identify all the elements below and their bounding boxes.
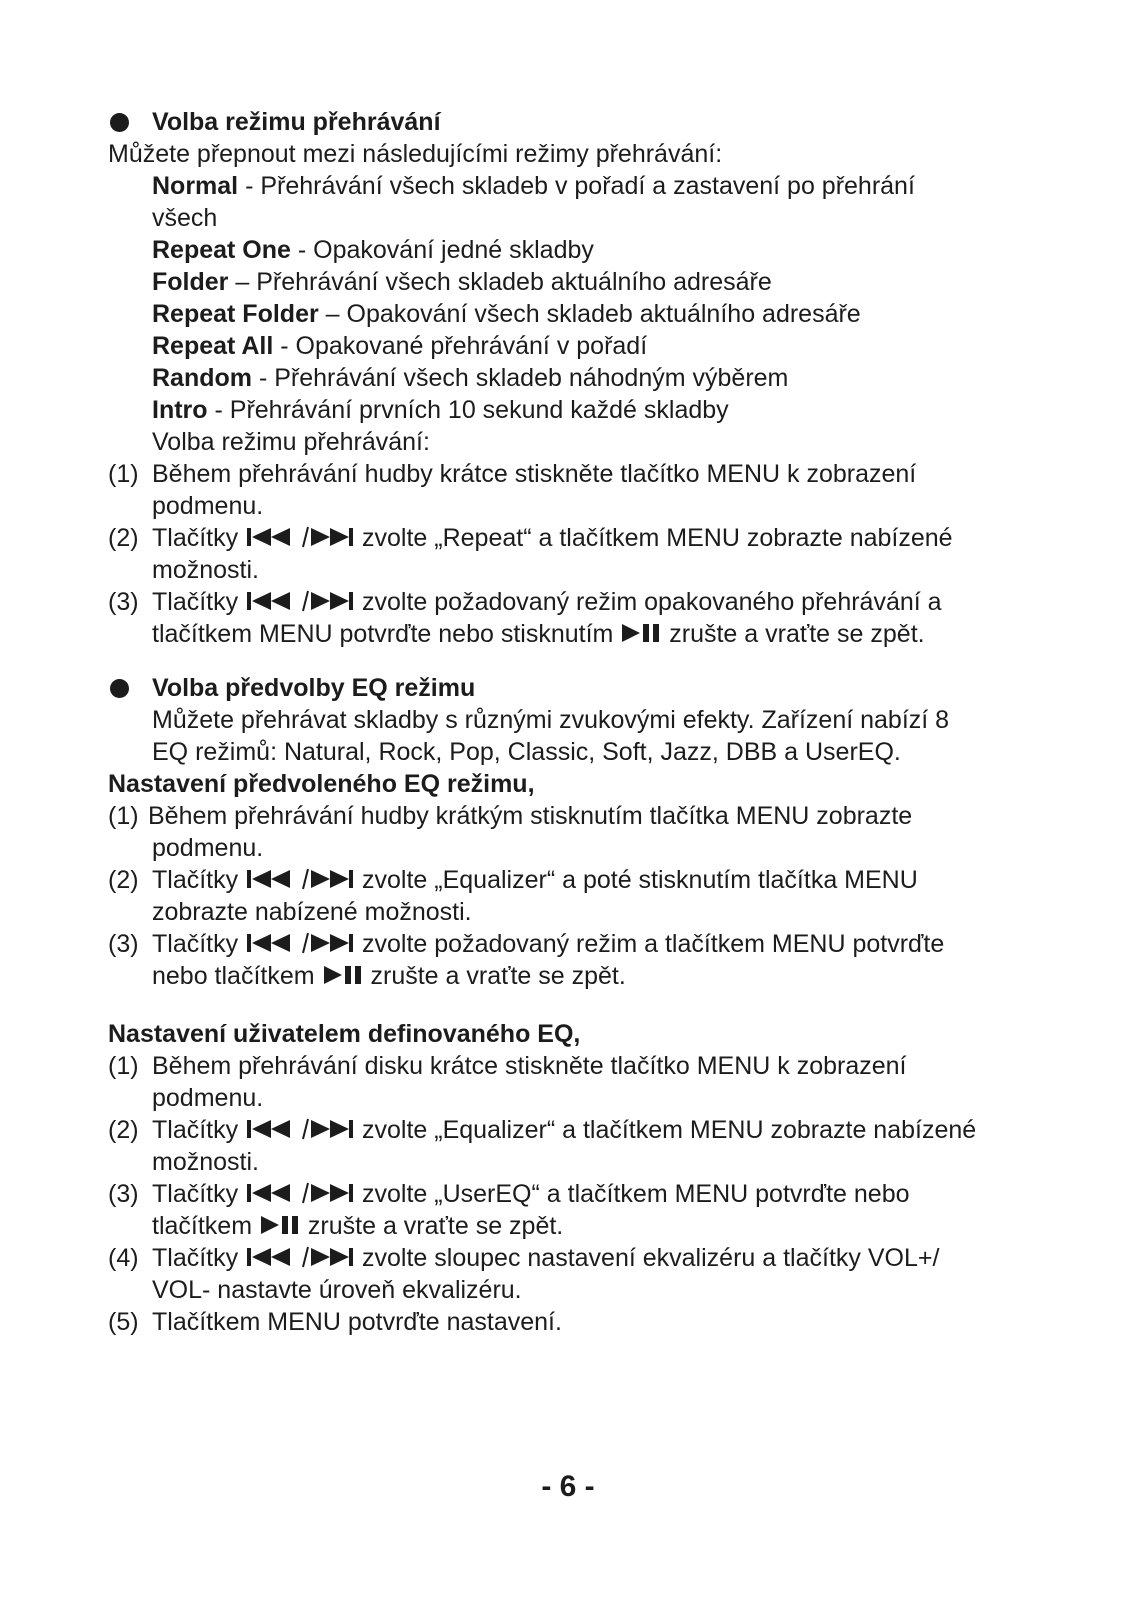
mode-line [152, 234, 594, 266]
step-prefix: Tlačítky [152, 1244, 239, 1272]
step-text [152, 928, 944, 960]
mode-line [152, 170, 915, 202]
step-text: Během přehrávání hudby krátkým stisknutím tlačítka MENU zobrazte [148, 802, 913, 830]
step-text: Během přehrávání disku krátce stiskněte tlačítko MENU k zobrazení [152, 1052, 907, 1080]
step-text [152, 1114, 976, 1146]
prev-next-icon [245, 932, 355, 954]
step-number: (4) [108, 1244, 139, 1272]
step-text: zobrazte nabízené možnosti. [152, 898, 472, 926]
mode-desc: - Přehrávání prvních 10 sekund každé skladby [207, 396, 729, 424]
mode-line [152, 202, 217, 234]
step-number: (3) [108, 1180, 139, 1208]
step-text-rest: zvolte „Equalizer“ a tlačítkem MENU zobrazte nabízené [355, 1116, 977, 1144]
mode-name: Repeat All [152, 332, 274, 360]
step-text [152, 586, 942, 618]
prev-next-icon [245, 526, 355, 548]
step-text: Tlačítkem MENU potvrďte nastavení. [152, 1308, 562, 1336]
mode-name: Repeat One [152, 236, 291, 264]
step-number: (1) [108, 1052, 139, 1080]
step-prefix: Tlačítky [152, 930, 239, 958]
step-text [152, 522, 953, 554]
mode-desc: – Přehrávání všech skladeb aktuálního adresáře [228, 268, 772, 296]
prev-next-icon [245, 868, 355, 890]
step-text [152, 1242, 939, 1274]
section-heading: Volba předvolby EQ režimu [152, 674, 476, 702]
step-text-rest: zvolte sloupec nastavení ekvalizéru a tlačítky VOL+/ [355, 1244, 940, 1272]
step-text [152, 960, 626, 992]
paragraph-text: EQ režimů: Natural, Rock, Pop, Classic, Soft, Jazz, DBB a UserEQ. [152, 738, 901, 766]
step-number: (1) [108, 802, 139, 830]
prev-next-icon [245, 1246, 355, 1268]
mode-name: Repeat Folder [152, 300, 319, 328]
mode-line [152, 266, 772, 298]
step-text-rest: zvolte „UserEQ“ a tlačítkem MENU potvrďte nebo [355, 1180, 910, 1208]
step-text-b: zrušte a vraťte se zpět. [300, 1212, 564, 1240]
step-text-a: tlačítkem [152, 1212, 253, 1240]
step-text-rest: zvolte požadovaný režim opakovaného přehrávání a [355, 588, 942, 616]
step-text: VOL- nastavte úroveň ekvalizéru. [152, 1276, 522, 1304]
mode-desc: - Přehrávání všech skladeb v pořadí a zastavení po přehrání [238, 172, 915, 200]
step-text: podmenu. [152, 834, 264, 862]
prev-next-icon [245, 590, 355, 612]
play-pause-icon [322, 964, 364, 986]
step-text: podmenu. [152, 1084, 264, 1112]
bullet-icon [110, 113, 129, 132]
step-number: (2) [108, 1116, 139, 1144]
step-prefix: Tlačítky [152, 524, 239, 552]
step-number: (5) [108, 1308, 139, 1336]
step-prefix: Tlačítky [152, 588, 239, 616]
step-text: možnosti. [152, 556, 259, 584]
mode-name: Folder [152, 268, 229, 296]
play-pause-icon [620, 622, 662, 644]
section-heading: Volba režimu přehrávání [152, 108, 441, 136]
prev-next-icon [245, 1118, 355, 1140]
mode-desc: - Přehrávání všech skladeb náhodným výběrem [252, 364, 789, 392]
step-prefix: Tlačítky [152, 1116, 239, 1144]
step-number: (3) [108, 588, 139, 616]
mode-desc: – Opakování všech skladeb aktuálního adresáře [318, 300, 861, 328]
mode-desc: - Opakované přehrávání v pořadí [273, 332, 648, 360]
sub-text: Volba režimu přehrávání: [152, 428, 430, 456]
mode-name: Random [152, 364, 252, 392]
step-prefix: Tlačítky [152, 866, 239, 894]
step-number: (2) [108, 866, 139, 894]
step-text [152, 864, 918, 896]
mode-line [152, 298, 861, 330]
step-text-rest: zvolte „Equalizer“ a poté stisknutím tlačítka MENU [355, 866, 918, 894]
step-text: možnosti. [152, 1148, 259, 1176]
step-text-rest: zvolte požadovaný režim a tlačítkem MENU potvrďte [355, 930, 945, 958]
step-text-a: tlačítkem MENU potvrďte nebo stisknutím [152, 620, 614, 648]
mode-name: Intro [152, 396, 208, 424]
mode-line [152, 330, 647, 362]
step-text [152, 1210, 563, 1242]
mode-desc: všech [152, 204, 218, 232]
step-text: podmenu. [152, 492, 264, 520]
step-text-b: zrušte a vraťte se zpět. [363, 962, 626, 990]
step-text [152, 1178, 910, 1210]
bullet-icon [110, 679, 129, 698]
step-text-a: nebo tlačítkem [152, 962, 315, 990]
mode-line [152, 362, 788, 394]
step-text [152, 618, 925, 650]
mode-desc: - Opakování jedné skladby [290, 236, 594, 264]
step-number: (1) [108, 460, 139, 488]
subheading: Nastavení uživatelem definovaného EQ, [108, 1020, 581, 1048]
step-text-rest: zvolte „Repeat“ a tlačítkem MENU zobrazte nabízené [355, 524, 953, 552]
step-number: (3) [108, 930, 139, 958]
subheading: Nastavení předvoleného EQ režimu, [108, 770, 535, 798]
step-number: (2) [108, 524, 139, 552]
step-prefix: Tlačítky [152, 1180, 239, 1208]
paragraph-text: Můžete přehrávat skladby s různými zvukovými efekty. Zařízení nabízí 8 [152, 706, 950, 734]
prev-next-icon [245, 1182, 355, 1204]
intro-text: Můžete přepnout mezi následujícími režimy přehrávání: [108, 140, 723, 168]
page-number: - 6 - [541, 1470, 595, 1503]
mode-line [152, 394, 729, 426]
step-text: Během přehrávání hudby krátce stiskněte tlačítko MENU k zobrazení [152, 460, 917, 488]
play-pause-icon [259, 1214, 301, 1236]
step-text-b: zrušte a vraťte se zpět. [662, 620, 925, 648]
mode-name: Normal [152, 172, 239, 200]
